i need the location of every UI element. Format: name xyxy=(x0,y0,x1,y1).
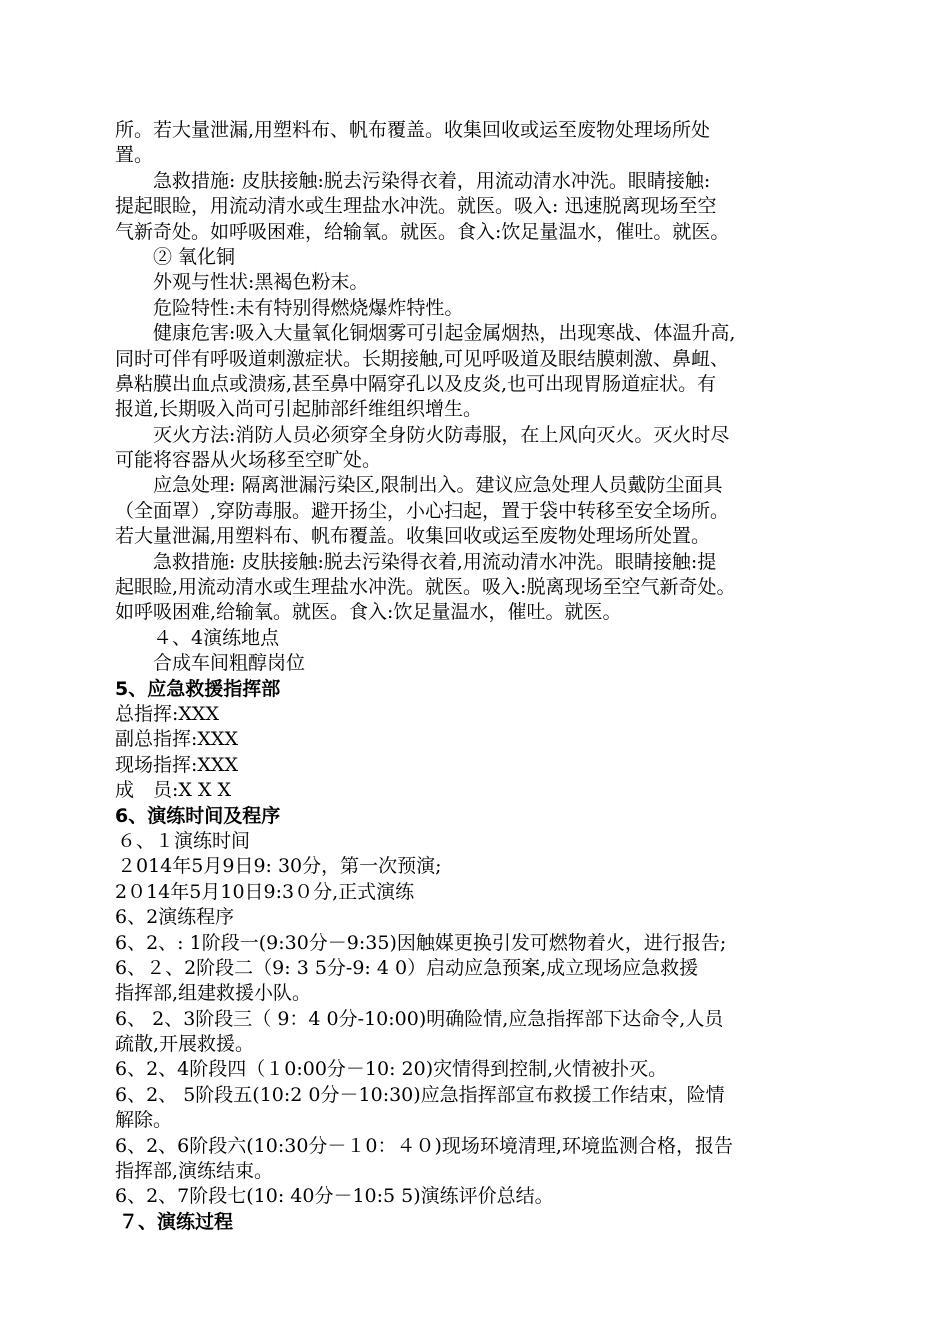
text-line: 外观与性状:黑褐色粉末。 xyxy=(153,271,369,294)
text-line: 6、2、: 1阶段一(9:30分－9:35)因触媒更换引发可燃物着火，进行报告; xyxy=(115,931,727,954)
text-line: 急救措施: 皮肤接触:脱去污染得衣着,用流动清水冲洗。眼睛接触:提 xyxy=(153,550,717,573)
text-line: 6、2、 5阶段五(10:2 0分－10:30)应急指挥部宣布救援工作结束，险情 xyxy=(115,1083,725,1106)
text-line: 成 员:X X X xyxy=(115,779,232,802)
section-heading-schedule: 6、演练时间及程序 xyxy=(115,804,281,827)
text-line: （全面罩）,穿防毒服。避开扬尘，小心扫起，置于袋中转移至安全场所。 xyxy=(115,499,730,522)
text-line: 提起眼睑，用流动清水或生理盐水冲洗。就医。吸入: 迅速脱离现场至空 xyxy=(115,195,717,218)
text-line: 6、 2、3阶段三（ 9：4 0分-10:00)明确险情,应急指挥部下达命令,人员 xyxy=(115,1007,724,1030)
subsection-heading-copper-oxide: ② 氧化铜 xyxy=(153,245,236,268)
subsection-heading-drill-time: ６、１演练时间 xyxy=(117,829,251,852)
document-body xyxy=(115,118,840,1235)
text-line: 解除。 xyxy=(115,1109,173,1132)
text-line: 健康危害:吸入大量氧化铜烟雾可引起金属烟热，出现寒战、体温升高, xyxy=(153,322,736,345)
text-line: 6、2、6阶段六(10:30分－１0：４０)现场环境清理,环境监测合格，报告 xyxy=(115,1134,733,1157)
text-line: 置。 xyxy=(115,144,154,167)
text-line: 应急处理: 隔离泄漏污染区,限制出入。建议应急处理人员戴防尘面具 xyxy=(153,474,723,497)
subsection-heading-drill-procedure: 6、2演练程序 xyxy=(115,906,235,929)
text-line: 6、２、2阶段二（9: 3 5分-9: 4 0）启动应急预案,成立现场应急救援 xyxy=(115,956,699,979)
text-line: 2０14年5月10日9:3０分,正式演练 xyxy=(115,880,415,903)
text-line: 6、2、7阶段七(10: 40分－10:5 5)演练评价总结。 xyxy=(115,1185,554,1208)
text-line: 急救措施: 皮肤接触:脱去污染得衣着，用流动清水冲洗。眼睛接触: xyxy=(153,169,711,192)
text-line: 合成车间粗醇岗位 xyxy=(153,652,306,675)
section-heading-process: ７、演练过程 xyxy=(119,1210,234,1233)
section-heading-command: 5、应急救援指挥部 xyxy=(115,677,281,700)
text-line: 如呼吸困难,给输氧。就医。食入:饮足量温水，催吐。就医。 xyxy=(115,601,622,624)
text-line: 鼻粘膜出血点或溃疡,甚至鼻中隔穿孔以及皮炎,也可出现胃肠道症状。有 xyxy=(115,372,717,395)
text-line: 指挥部,组建救援小队。 xyxy=(115,982,312,1005)
text-line: 副总指挥:XXX xyxy=(115,728,238,751)
text-line: 同时可伴有呼吸道刺激症状。长期接触,可见呼吸道及眼结膜刺激、鼻衄、 xyxy=(115,347,730,370)
text-line: ２014年5月9日9: 30分，第一次预演; xyxy=(117,855,442,878)
text-line: 起眼睑,用流动清水或生理盐水冲洗。就医。吸入:脱离现场至空气新奇处。 xyxy=(115,576,736,599)
text-line: 气新奇处。如呼吸困难，给输氧。就医。食入:饮足量温水，催吐。就医。 xyxy=(115,220,730,243)
text-line: 危险特性:未有特别得燃烧爆炸特性。 xyxy=(153,296,464,319)
text-line: 所。若大量泄漏,用塑料布、帆布覆盖。收集回收或运至废物处理场所处 xyxy=(115,119,711,141)
subsection-heading-drill-location: ４、4演练地点 xyxy=(153,626,280,649)
text-line: 指挥部,演练结束。 xyxy=(115,1160,274,1183)
text-line: 可能将容器从火场移至空旷处。 xyxy=(115,449,382,472)
text-line: 总指挥:XXX xyxy=(115,702,219,725)
text-line: 现场指挥:XXX xyxy=(115,753,238,776)
text-line: 6、2、4阶段四（１0:00分－10: 20)灾情得到控制,火情被扑灭。 xyxy=(115,1058,668,1081)
text-line: 灭火方法:消防人员必须穿全身防火防毒服，在上风向灭火。灭火时尽 xyxy=(153,423,730,446)
text-line: 报道,长期吸入尚可引起肺部纤维组织增生。 xyxy=(115,398,483,421)
text-line: 若大量泄漏,用塑料布、帆布覆盖。收集回收或运至废物处理场所处置。 xyxy=(115,525,711,548)
text-line: 疏散,开展救援。 xyxy=(115,1033,255,1056)
